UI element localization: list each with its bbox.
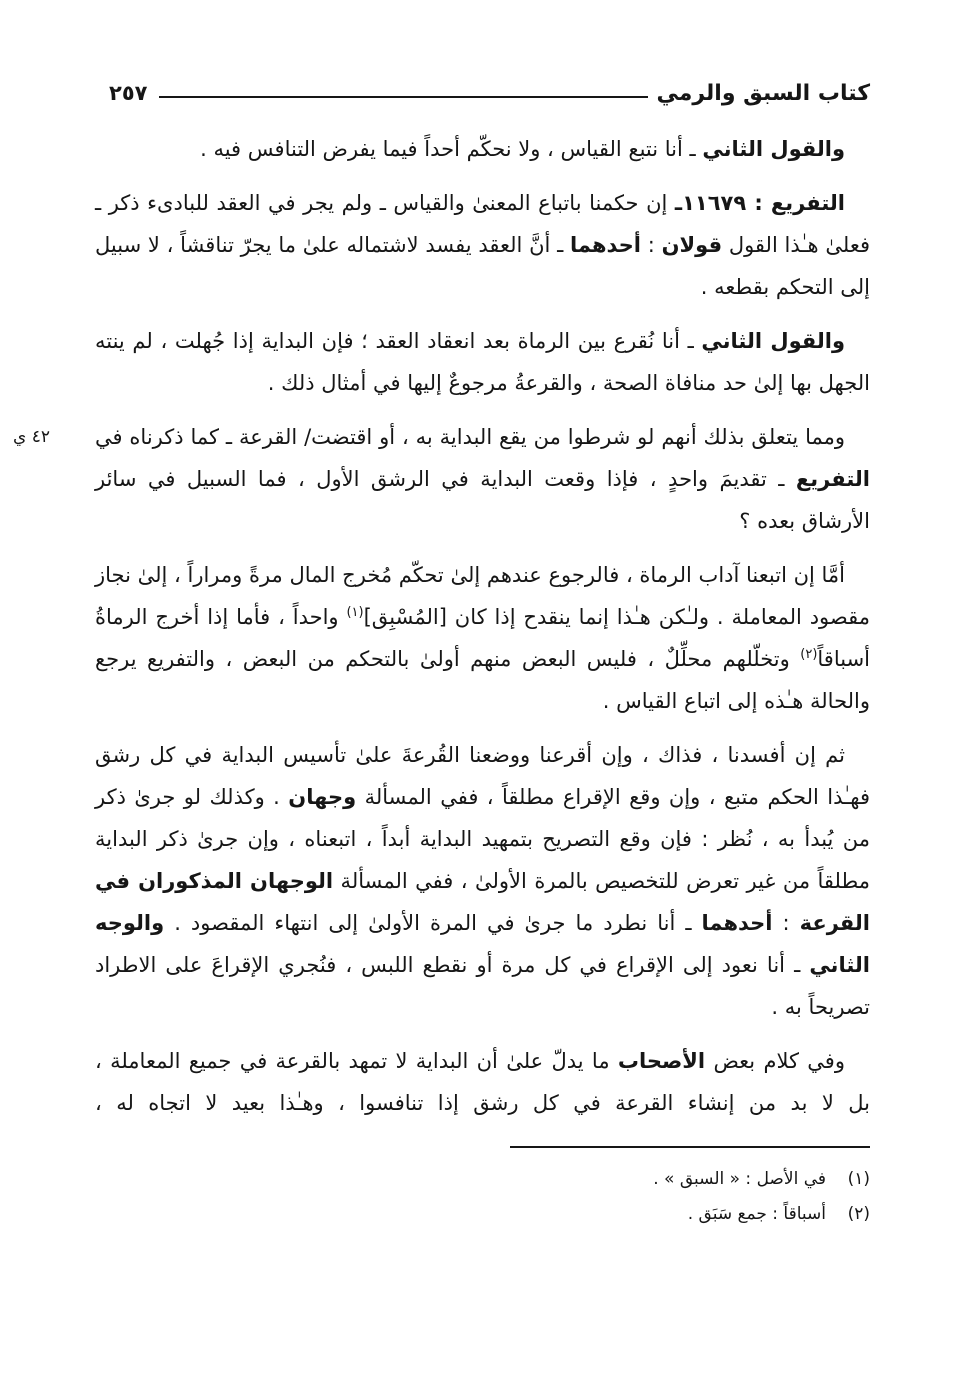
footnote-reference: (٢): [800, 647, 818, 662]
text-run: ـ أنا نُقرع بين الرماة بعد انعقاد العقد ؛ فإن البداية إذا جُهلت ، لم ينته الجهل بها إلىٰ حد منافاة الصحة ، والقرعةُ مرجوعٌ إليها في أمثال ذلك .: [95, 329, 870, 395]
bold-text: قولان: [661, 233, 723, 257]
footnote-2: [95, 1197, 870, 1232]
text-run: ـ تقديمَ واحدٍ ، فإذا وقعت البداية في الرشق الأول ، فما السبيل في سائر الأرشاق بعده ؟: [95, 467, 870, 533]
paragraph-2: [95, 182, 870, 308]
text-run: أمَّا إن اتبعنا آداب الرماة ، فالرجوع عندهم إلىٰ تحكّم مُخرج المال مرةً ومراراً ، إلىٰ نجاز مقصود المعاملة . ولـٰكن هـٰذا إنما ينقدح إذا كان [المُسْبِق]: [95, 563, 870, 629]
text-run: واحداً ، فأما إذا أخرج الرماةُ أسباقاً: [95, 605, 870, 671]
paragraph-7: [95, 1040, 870, 1124]
paragraph-6: [95, 734, 870, 1028]
bold-text: التفريع: [795, 467, 870, 491]
footnote-separator: [510, 1146, 870, 1148]
text-run: . وكذلك لو جرىٰ ذكر من يُبدأ به ، نُظر : فإن وقع التصريح بتمهيد البداية أبداً ، اتبعناه ، وإن جرىٰ ذكر البداية مطلقاً من غير تعرض للتخصيص بالمرة الأولىٰ ، ففي المسألة: [95, 785, 870, 893]
text-run: وتخلّلهم محلِّلٌ ، فليس البعض منهم أولىٰ بالتحكم من البعض ، والتفريع يرجع والحالة هـٰذه إلى اتباع القياس .: [95, 647, 870, 713]
paragraph-1: [95, 128, 870, 170]
bold-text: والوجه الثاني: [95, 911, 870, 977]
bold-text: الوجهان المذكوران في القرعة: [95, 869, 870, 935]
header-rule: [159, 96, 648, 98]
page-number: ٢٥٧: [109, 81, 148, 105]
bold-text: وجهان: [288, 785, 357, 809]
bold-text: التفريع : ١١٦٧٩ـ: [674, 191, 845, 215]
paragraph-5: [95, 554, 870, 722]
footnote-text: في الأصل : « السبق » .: [653, 1169, 826, 1189]
margin-note: ٤٢ ي: [13, 427, 50, 447]
text-run: ـ أنَّ العقد يفسد لاشتماله علىٰ ما يجرّ تناقشاً ، لا سبيل إلى التحكم بقطعه .: [95, 233, 870, 299]
bold-text: والقول الثاني: [701, 329, 845, 353]
main-text: [13, 128, 871, 1232]
footnote-reference: (١): [346, 605, 364, 620]
bold-text: والقول الثاني: [702, 137, 845, 161]
footnote-number: (١): [847, 1169, 870, 1189]
running-header: [95, 74, 870, 112]
text-run: :: [641, 233, 662, 257]
text-run: ـ أنا نتبع القياس ، ولا نحكّم أحداً فيما يفرض التنافس فيه .: [200, 137, 703, 161]
bold-text: أحدهما: [570, 233, 642, 257]
paragraph-3: [95, 320, 870, 404]
text-run: ما يدلّ علىٰ أن البداية لا تمهد بالقرعة في جميع المعاملة ، بل لا بد من إنشاء القرعة في كل رشق إذا تنافسوا ، وهـٰذا بعيد لا اتجاه له ،: [95, 1049, 870, 1115]
paragraph-list: [13, 128, 871, 1124]
text-run: ثم إن أفسدنا ، فذاك ، وإن أقرعنا ووضعنا القُرعةَ علىٰ تأسيس البداية في كل رشق فهـٰذا الحكم متبع ، وإن وقع الإقراع مطلقاً ، ففي المسألة: [95, 743, 871, 809]
footnote-number: (٢): [847, 1204, 870, 1224]
text-run: :: [772, 911, 800, 935]
text-run: ومما يتعلق بذلك أنهم لو شرطوا من يقع البداية به ، أو اقتضت/ القرعة ـ كما ذكرناه في: [95, 425, 845, 449]
paragraph-4: [13, 416, 870, 542]
text-run: ـ أنا نعود إلى الإقراع في كل مرة أو نقطع اللبس ، فنُجري الإقراعَ على الاطراد تصريحاً به .: [95, 953, 870, 1019]
bold-text: الأصحاب: [617, 1049, 706, 1073]
book-title: كتاب السبق والرمي: [656, 80, 870, 106]
footnote-text: أسباقاً : جمع سَبَق .: [687, 1204, 826, 1224]
text-run: وفي كلام بعض: [705, 1049, 845, 1073]
footnote-1: [95, 1162, 870, 1197]
text-run: إن حكمنا باتباع المعنىٰ والقياس ـ ولم يجر في العقد للبادىء ذكر ـ فعلىٰ هـٰذا القول: [95, 191, 870, 257]
text-run: ـ أنا نطرد ما جرىٰ في المرة الأولىٰ إلى انتهاء المقصود .: [164, 911, 702, 935]
footnotes: [95, 1146, 870, 1232]
bold-text: أحدهما: [701, 911, 773, 935]
